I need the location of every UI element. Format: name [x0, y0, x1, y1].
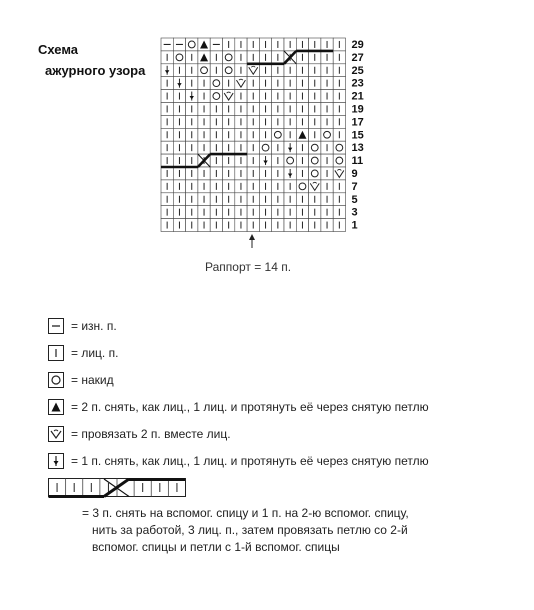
knit-symbol [223, 38, 235, 51]
knit-symbol [284, 180, 296, 193]
knit-symbol [272, 154, 284, 167]
knit-symbol [272, 90, 284, 103]
knit-symbol [223, 167, 235, 180]
row-number: 1 [351, 219, 358, 232]
knit-symbol [210, 103, 222, 116]
knit-symbol [235, 219, 247, 232]
knit-symbol [186, 77, 198, 90]
knit-symbol [296, 51, 308, 64]
knit-symbol [247, 90, 259, 103]
knit-symbol [309, 51, 321, 64]
legend-text-double-decrease: = 2 п. снять, как лиц., 1 лиц. и протянуть её через снятую петлю [71, 400, 429, 414]
knit-symbol [198, 128, 210, 141]
k2tog-symbol [223, 90, 235, 103]
knit-symbol [296, 206, 308, 219]
cable-text-line2: нить за работой, 3 лиц. п., затем провязать петлю со 2-й [92, 523, 408, 537]
knit-symbol [259, 128, 271, 141]
knit-symbol [210, 115, 222, 128]
knit-symbol [296, 103, 308, 116]
knit-symbol [161, 115, 173, 128]
rapport-marker [249, 234, 255, 248]
knit-symbol [321, 193, 333, 206]
knit-symbol [210, 141, 222, 154]
knit-symbol [309, 128, 321, 141]
knit-symbol [198, 77, 210, 90]
knit-symbol [296, 154, 308, 167]
knit-symbol [186, 64, 198, 77]
knit-symbol [210, 219, 222, 232]
knit-symbol [186, 193, 198, 206]
knit-symbol [284, 193, 296, 206]
knit-symbol [272, 180, 284, 193]
knit-symbol [259, 180, 271, 193]
double-decrease-icon [48, 399, 64, 415]
purl-symbol [161, 38, 173, 51]
row-number: 21 [351, 90, 364, 103]
knit-symbol [247, 77, 259, 90]
ssk-symbol [173, 77, 185, 90]
knit-symbol [173, 219, 185, 232]
knit-symbol [235, 167, 247, 180]
knit-symbol [259, 103, 271, 116]
knit-symbol [247, 51, 259, 64]
knit-symbol [321, 167, 333, 180]
knit-symbol [259, 219, 271, 232]
knit-symbol [210, 64, 222, 77]
knit-symbol [198, 180, 210, 193]
row-number: 13 [351, 142, 364, 155]
knit-symbol [247, 38, 259, 51]
knit-symbol [198, 141, 210, 154]
cable-legend-icon [48, 478, 188, 498]
knit-symbol [272, 77, 284, 90]
yarn-over-symbol [333, 141, 345, 154]
knit-symbol [210, 206, 222, 219]
knit-symbol [284, 64, 296, 77]
knit-symbol [210, 154, 222, 167]
yarn-over-symbol [210, 90, 222, 103]
knit-symbol [333, 90, 345, 103]
knit-symbol [161, 77, 173, 90]
knitting-chart [0, 0, 534, 270]
knit-symbol [235, 115, 247, 128]
knit-symbol [186, 115, 198, 128]
purl-icon [48, 318, 64, 334]
knit-symbol [198, 193, 210, 206]
row-number: 19 [351, 103, 364, 116]
knit-symbol [161, 193, 173, 206]
knit-symbol [173, 167, 185, 180]
knit-symbol [173, 180, 185, 193]
knit-symbol [321, 103, 333, 116]
knit-symbol [186, 154, 198, 167]
cable-legend-text [82, 505, 409, 556]
yarn-over-symbol [309, 154, 321, 167]
knit-symbol [161, 128, 173, 141]
yarn-over-symbol [309, 141, 321, 154]
knit-symbol [247, 180, 259, 193]
knit-symbol [296, 38, 308, 51]
knit-symbol [259, 77, 271, 90]
ssk-symbol [161, 64, 173, 77]
legend-text-purl: = изн. п. [71, 319, 117, 333]
cable-text-line3: вспомог. спицы и петли с 1-й вспомог. спицы [92, 540, 340, 554]
knit-symbol [161, 167, 173, 180]
knit-symbol [210, 51, 222, 64]
yarn-over-symbol [321, 128, 333, 141]
knit-symbol [235, 38, 247, 51]
knit-symbol [173, 154, 185, 167]
knit-symbol [296, 167, 308, 180]
knit-symbol [235, 103, 247, 116]
knit-symbol [173, 193, 185, 206]
knit-symbol [235, 206, 247, 219]
row-number: 23 [351, 77, 364, 90]
knit-symbol [223, 103, 235, 116]
knit-symbol [186, 128, 198, 141]
yarn-over-symbol [198, 64, 210, 77]
knit-symbol [198, 115, 210, 128]
legend-item-ssk [48, 453, 429, 469]
knit-symbol [272, 206, 284, 219]
knit-symbol [284, 219, 296, 232]
knit-symbol [223, 193, 235, 206]
knit-symbol [321, 38, 333, 51]
legend-text-knit: = лиц. п. [71, 346, 119, 360]
row-number: 3 [351, 206, 358, 219]
knit-symbol [296, 90, 308, 103]
knit-symbol [333, 103, 345, 116]
knit-symbol [235, 193, 247, 206]
row-number: 9 [351, 167, 358, 180]
yarn-over-symbol [259, 141, 271, 154]
knit-symbol [247, 193, 259, 206]
knit-symbol [235, 141, 247, 154]
knit-symbol [296, 115, 308, 128]
double-decrease-symbol [296, 128, 308, 141]
ssk-symbol [284, 141, 296, 154]
knit-symbol [333, 206, 345, 219]
k2tog-symbol [235, 77, 247, 90]
knit-symbol [223, 77, 235, 90]
knit-symbol [321, 180, 333, 193]
knit-symbol [173, 128, 185, 141]
knit-symbol [247, 154, 259, 167]
yarn-over-symbol [223, 51, 235, 64]
diagram-title-line1: Схема [38, 42, 79, 57]
purl-symbol [173, 38, 185, 51]
knit-symbol [309, 90, 321, 103]
knit-symbol [321, 77, 333, 90]
knit-symbol [235, 90, 247, 103]
knit-symbol [284, 38, 296, 51]
knit-symbol [161, 219, 173, 232]
knit-symbol [259, 115, 271, 128]
knit-symbol [333, 180, 345, 193]
purl-symbol [210, 38, 222, 51]
knit-symbol [309, 115, 321, 128]
k2tog-icon [48, 426, 64, 442]
row-numbers [352, 39, 364, 232]
chart-grid [161, 38, 346, 232]
knit-symbol [186, 219, 198, 232]
row-number: 25 [351, 64, 364, 77]
knit-symbol [309, 206, 321, 219]
knit-symbol [247, 219, 259, 232]
knit-symbol [321, 51, 333, 64]
knit-symbol [321, 141, 333, 154]
diagram-title-line2: ажурного узора [45, 63, 146, 78]
yarn-over-symbol [173, 51, 185, 64]
legend-text-ssk: = 1 п. снять, как лиц., 1 лиц. и протянуть её через снятую петлю [71, 454, 429, 468]
knit-symbol [284, 103, 296, 116]
knit-symbol [309, 77, 321, 90]
knit-symbol [198, 206, 210, 219]
knit-symbol [333, 193, 345, 206]
knit-symbol [284, 128, 296, 141]
legend-item-purl [48, 318, 117, 334]
knit-symbol [210, 180, 222, 193]
knit-symbol [198, 219, 210, 232]
yarn-over-symbol [296, 180, 308, 193]
knit-symbol [333, 115, 345, 128]
knit-symbol [259, 64, 271, 77]
knit-icon [48, 345, 64, 361]
knit-symbol [272, 64, 284, 77]
knit-symbol [333, 38, 345, 51]
knit-symbol [296, 77, 308, 90]
ssk-symbol [259, 154, 271, 167]
knit-symbol [223, 180, 235, 193]
knit-symbol [272, 167, 284, 180]
row-number: 29 [351, 38, 364, 51]
knit-symbol [223, 115, 235, 128]
knit-symbol [186, 141, 198, 154]
yarn-over-symbol [284, 154, 296, 167]
yarn-over-symbol [223, 64, 235, 77]
k2tog-symbol [333, 167, 345, 180]
knit-symbol [210, 128, 222, 141]
knit-symbol [321, 115, 333, 128]
knit-symbol [272, 219, 284, 232]
knit-symbol [198, 103, 210, 116]
knit-symbol [210, 167, 222, 180]
knit-symbol [309, 193, 321, 206]
ssk-symbol [186, 90, 198, 103]
yarn-over-symbol [186, 38, 198, 51]
knit-symbol [321, 154, 333, 167]
knit-symbol [333, 64, 345, 77]
knit-symbol [223, 206, 235, 219]
knit-symbol [284, 90, 296, 103]
knit-symbol [321, 90, 333, 103]
knit-symbol [235, 180, 247, 193]
row-number: 17 [351, 116, 364, 129]
knit-symbol [284, 206, 296, 219]
knit-symbol [186, 103, 198, 116]
double-decrease-symbol [198, 51, 210, 64]
knit-symbol [198, 90, 210, 103]
double-decrease-symbol [198, 38, 210, 51]
knit-symbol [333, 219, 345, 232]
knit-symbol [186, 167, 198, 180]
knit-symbol [259, 51, 271, 64]
knit-symbol [223, 219, 235, 232]
knit-symbol [247, 103, 259, 116]
knit-symbol [321, 64, 333, 77]
knit-symbol [296, 64, 308, 77]
knit-symbol [284, 115, 296, 128]
knit-symbol [173, 206, 185, 219]
knit-symbol [161, 51, 173, 64]
knit-symbol [296, 219, 308, 232]
knit-symbol [259, 206, 271, 219]
legend-item-yarn-over [48, 372, 114, 388]
knit-symbol [210, 193, 222, 206]
knit-symbol [321, 206, 333, 219]
row-number: 15 [351, 129, 364, 142]
yarn-over-symbol [309, 167, 321, 180]
legend-text-k2tog: = провязать 2 п. вместе лиц. [71, 427, 231, 441]
row-number: 5 [351, 193, 358, 206]
knit-symbol [309, 38, 321, 51]
knit-symbol [259, 167, 271, 180]
legend-text-yarn-over: = накид [71, 373, 114, 387]
knit-symbol [161, 154, 173, 167]
yarn-over-symbol [272, 128, 284, 141]
knit-symbol [247, 128, 259, 141]
row-number: 11 [351, 155, 364, 168]
knit-symbol [272, 51, 284, 64]
knit-symbol [235, 128, 247, 141]
knit-symbol [272, 103, 284, 116]
knit-symbol [296, 141, 308, 154]
knit-symbol [161, 103, 173, 116]
knit-symbol [186, 180, 198, 193]
knit-symbol [173, 64, 185, 77]
knit-symbol [309, 64, 321, 77]
ssk-symbol [284, 167, 296, 180]
knit-symbol [235, 154, 247, 167]
legend-item-knit [48, 345, 118, 361]
ssk-icon [48, 453, 64, 469]
knit-symbol [173, 141, 185, 154]
knit-symbol [309, 219, 321, 232]
row-number: 7 [351, 180, 358, 193]
knit-symbol [223, 141, 235, 154]
k2tog-symbol [309, 180, 321, 193]
knit-symbol [259, 90, 271, 103]
knit-symbol [284, 77, 296, 90]
knit-symbol [272, 38, 284, 51]
knit-symbol [272, 115, 284, 128]
knit-symbol [333, 51, 345, 64]
knit-symbol [296, 193, 308, 206]
knit-symbol [173, 115, 185, 128]
yarn-over-symbol [210, 77, 222, 90]
knit-symbol [223, 128, 235, 141]
knit-symbol [223, 154, 235, 167]
knit-symbol [321, 219, 333, 232]
row-number: 27 [351, 51, 364, 64]
knit-symbol [333, 128, 345, 141]
yarn-over-symbol [333, 154, 345, 167]
knit-symbol [272, 193, 284, 206]
knit-symbol [173, 90, 185, 103]
knit-symbol [259, 193, 271, 206]
knit-symbol [161, 206, 173, 219]
knit-symbol [259, 38, 271, 51]
knit-symbol [173, 103, 185, 116]
legend-item-k2tog [48, 426, 231, 442]
knit-symbol [333, 77, 345, 90]
knit-symbol [235, 51, 247, 64]
knit-symbol [272, 141, 284, 154]
knit-symbol [186, 51, 198, 64]
knit-symbol [161, 90, 173, 103]
legend-item-double-decrease [48, 399, 429, 415]
knit-symbol [161, 180, 173, 193]
knit-symbol [161, 141, 173, 154]
knit-symbol [247, 141, 259, 154]
knit-symbol [198, 167, 210, 180]
knit-symbol [186, 206, 198, 219]
yarn-over-icon [48, 372, 64, 388]
k2tog-symbol [247, 64, 259, 77]
rapport-caption: Раппорт = 14 п. [205, 260, 292, 274]
cable-text-line1: = 3 п. снять на вспомог. спицу и 1 п. на 2-ю вспомог. спицу, [82, 506, 409, 520]
knit-symbol [247, 167, 259, 180]
knit-symbol [309, 103, 321, 116]
knit-symbol [247, 115, 259, 128]
knit-symbol [247, 206, 259, 219]
knit-symbol [235, 64, 247, 77]
